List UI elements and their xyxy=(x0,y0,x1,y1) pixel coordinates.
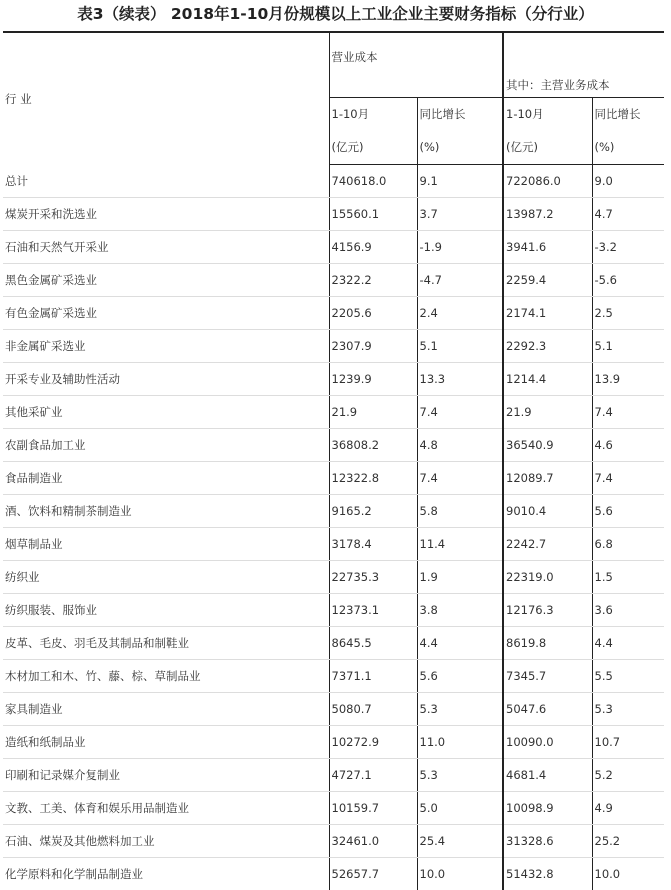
main-cost-growth-cell: 10.0 xyxy=(592,858,664,890)
table-row xyxy=(3,561,664,594)
main-cost-cell: 51432.8 xyxy=(503,858,592,890)
table-row xyxy=(3,792,664,825)
industry-name-cell: 非金属矿采选业 xyxy=(3,330,329,363)
operating-cost-growth-cell: 10.0 xyxy=(417,858,503,890)
operating-cost-cell: 36808.2 xyxy=(329,429,417,462)
main-cost-growth-cell: 4.6 xyxy=(592,429,664,462)
table-row xyxy=(3,330,664,363)
main-cost-cell: 10098.9 xyxy=(503,792,592,825)
operating-cost-cell: 7371.1 xyxy=(329,660,417,693)
main-growth-unit-header: (%) xyxy=(592,130,664,165)
table-row xyxy=(3,660,664,693)
operating-cost-cell: 15560.1 xyxy=(329,198,417,231)
table-row xyxy=(3,462,664,495)
main-cost-growth-cell: 1.5 xyxy=(592,561,664,594)
operating-cost-growth-cell: 7.4 xyxy=(417,396,503,429)
operating-cost-growth-cell: 3.8 xyxy=(417,594,503,627)
main-cost-cell: 7345.7 xyxy=(503,660,592,693)
main-cost-growth-cell: 3.6 xyxy=(592,594,664,627)
industry-name-cell: 开采专业及辅助性活动 xyxy=(3,363,329,396)
cost-growth-header: 同比增长 xyxy=(417,98,503,131)
operating-cost-cell: 2307.9 xyxy=(329,330,417,363)
industry-name-cell: 印刷和记录媒介复制业 xyxy=(3,759,329,792)
operating-cost-cell: 12373.1 xyxy=(329,594,417,627)
main-period-header: 1-10月 xyxy=(503,98,592,131)
table-title: 表3（续表） 2018年1-10月份规模以上工业企业主要财务指标（分行业） xyxy=(0,2,671,26)
main-cost-cell: 2242.7 xyxy=(503,528,592,561)
financial-table xyxy=(3,33,664,890)
industry-name-cell: 石油、煤炭及其他燃料加工业 xyxy=(3,825,329,858)
main-cost-cell: 1214.4 xyxy=(503,363,592,396)
table-row xyxy=(3,594,664,627)
industry-column-header: 行 业 xyxy=(3,33,329,165)
operating-cost-cell: 4156.9 xyxy=(329,231,417,264)
table-row xyxy=(3,528,664,561)
table-row xyxy=(3,495,664,528)
main-cost-cell: 4681.4 xyxy=(503,759,592,792)
table-row xyxy=(3,693,664,726)
operating-cost-growth-cell: 1.9 xyxy=(417,561,503,594)
industry-name-cell: 纺织业 xyxy=(3,561,329,594)
operating-cost-cell: 1239.9 xyxy=(329,363,417,396)
main-cost-cell: 3941.6 xyxy=(503,231,592,264)
operating-cost-growth-cell: -1.9 xyxy=(417,231,503,264)
operating-cost-cell: 4727.1 xyxy=(329,759,417,792)
table-row xyxy=(3,627,664,660)
operating-cost-growth-cell: 2.4 xyxy=(417,297,503,330)
table-row xyxy=(3,165,664,198)
main-cost-growth-cell: 5.3 xyxy=(592,693,664,726)
industry-name-cell: 木材加工和木、竹、藤、棕、草制品业 xyxy=(3,660,329,693)
operating-cost-growth-cell: 5.8 xyxy=(417,495,503,528)
main-cost-growth-cell: 4.7 xyxy=(592,198,664,231)
operating-cost-cell: 9165.2 xyxy=(329,495,417,528)
main-cost-growth-cell: 13.9 xyxy=(592,363,664,396)
industry-name-cell: 造纸和纸制品业 xyxy=(3,726,329,759)
main-cost-growth-cell: 6.8 xyxy=(592,528,664,561)
operating-cost-cell: 12322.8 xyxy=(329,462,417,495)
main-cost-growth-cell: 7.4 xyxy=(592,396,664,429)
main-cost-cell: 12089.7 xyxy=(503,462,592,495)
main-cost-cell: 31328.6 xyxy=(503,825,592,858)
main-cost-cell: 8619.8 xyxy=(503,627,592,660)
main-cost-growth-cell: 2.5 xyxy=(592,297,664,330)
main-growth-header: 同比增长 xyxy=(592,98,664,131)
table-row xyxy=(3,858,664,890)
main-cost-growth-cell: -3.2 xyxy=(592,231,664,264)
main-cost-growth-cell: 9.0 xyxy=(592,165,664,198)
operating-cost-cell: 2205.6 xyxy=(329,297,417,330)
table-row xyxy=(3,726,664,759)
main-unit-header: (亿元) xyxy=(503,130,592,165)
main-cost-cell: 2259.4 xyxy=(503,264,592,297)
main-cost-growth-cell: 5.5 xyxy=(592,660,664,693)
operating-cost-cell: 2322.2 xyxy=(329,264,417,297)
table-row xyxy=(3,231,664,264)
main-cost-growth-cell: 5.1 xyxy=(592,330,664,363)
main-cost-cell: 13987.2 xyxy=(503,198,592,231)
operating-cost-growth-cell: 13.3 xyxy=(417,363,503,396)
table-row xyxy=(3,264,664,297)
operating-cost-cell: 740618.0 xyxy=(329,165,417,198)
table-row xyxy=(3,198,664,231)
operating-cost-cell: 5080.7 xyxy=(329,693,417,726)
main-cost-growth-cell: 10.7 xyxy=(592,726,664,759)
operating-cost-growth-cell: 25.4 xyxy=(417,825,503,858)
industry-name-cell: 石油和天然气开采业 xyxy=(3,231,329,264)
cost-growth-unit-header: (%) xyxy=(417,130,503,165)
industry-name-cell: 家具制造业 xyxy=(3,693,329,726)
operating-cost-growth-cell: 11.4 xyxy=(417,528,503,561)
operating-cost-growth-cell: 11.0 xyxy=(417,726,503,759)
main-cost-growth-cell: 5.6 xyxy=(592,495,664,528)
main-business-cost-header: 其中：主营业务成本 xyxy=(503,33,664,98)
main-cost-cell: 10090.0 xyxy=(503,726,592,759)
operating-cost-cell: 52657.7 xyxy=(329,858,417,890)
table-row xyxy=(3,297,664,330)
operating-cost-growth-cell: 5.1 xyxy=(417,330,503,363)
operating-cost-cell: 10159.7 xyxy=(329,792,417,825)
table-row xyxy=(3,759,664,792)
main-cost-growth-cell: 4.9 xyxy=(592,792,664,825)
main-cost-growth-cell: 4.4 xyxy=(592,627,664,660)
operating-cost-cell: 8645.5 xyxy=(329,627,417,660)
industry-name-cell: 其他采矿业 xyxy=(3,396,329,429)
industry-name-cell: 农副食品加工业 xyxy=(3,429,329,462)
main-cost-cell: 9010.4 xyxy=(503,495,592,528)
industry-name-cell: 皮革、毛皮、羽毛及其制品和制鞋业 xyxy=(3,627,329,660)
industry-name-cell: 文教、工美、体育和娱乐用品制造业 xyxy=(3,792,329,825)
operating-cost-growth-cell: 9.1 xyxy=(417,165,503,198)
operating-cost-growth-cell: 4.4 xyxy=(417,627,503,660)
table-row xyxy=(3,825,664,858)
operating-cost-cell: 22735.3 xyxy=(329,561,417,594)
industry-name-cell: 化学原料和化学制品制造业 xyxy=(3,858,329,890)
industry-name-cell: 煤炭开采和洗选业 xyxy=(3,198,329,231)
operating-cost-header: 营业成本 xyxy=(329,33,503,98)
industry-name-cell: 黑色金属矿采选业 xyxy=(3,264,329,297)
cost-unit-header: (亿元) xyxy=(329,130,417,165)
table-row xyxy=(3,363,664,396)
operating-cost-growth-cell: 7.4 xyxy=(417,462,503,495)
main-cost-cell: 21.9 xyxy=(503,396,592,429)
main-cost-cell: 722086.0 xyxy=(503,165,592,198)
industry-name-cell: 食品制造业 xyxy=(3,462,329,495)
operating-cost-growth-cell: 5.6 xyxy=(417,660,503,693)
operating-cost-growth-cell: 5.3 xyxy=(417,693,503,726)
main-cost-cell: 36540.9 xyxy=(503,429,592,462)
main-cost-cell: 2292.3 xyxy=(503,330,592,363)
industry-name-cell: 酒、饮料和精制茶制造业 xyxy=(3,495,329,528)
operating-cost-cell: 10272.9 xyxy=(329,726,417,759)
operating-cost-growth-cell: 3.7 xyxy=(417,198,503,231)
operating-cost-cell: 21.9 xyxy=(329,396,417,429)
operating-cost-growth-cell: 4.8 xyxy=(417,429,503,462)
main-cost-growth-cell: 25.2 xyxy=(592,825,664,858)
main-cost-growth-cell: -5.6 xyxy=(592,264,664,297)
main-cost-cell: 12176.3 xyxy=(503,594,592,627)
industry-name-cell: 纺织服装、服饰业 xyxy=(3,594,329,627)
main-cost-cell: 5047.6 xyxy=(503,693,592,726)
industry-name-cell: 总计 xyxy=(3,165,329,198)
table-row xyxy=(3,396,664,429)
operating-cost-cell: 32461.0 xyxy=(329,825,417,858)
main-cost-growth-cell: 5.2 xyxy=(592,759,664,792)
table-row xyxy=(3,429,664,462)
industry-name-cell: 烟草制品业 xyxy=(3,528,329,561)
operating-cost-growth-cell: -4.7 xyxy=(417,264,503,297)
main-cost-cell: 22319.0 xyxy=(503,561,592,594)
industry-name-cell: 有色金属矿采选业 xyxy=(3,297,329,330)
operating-cost-cell: 3178.4 xyxy=(329,528,417,561)
operating-cost-growth-cell: 5.3 xyxy=(417,759,503,792)
main-cost-growth-cell: 7.4 xyxy=(592,462,664,495)
operating-cost-growth-cell: 5.0 xyxy=(417,792,503,825)
cost-period-header: 1-10月 xyxy=(329,98,417,131)
main-cost-cell: 2174.1 xyxy=(503,297,592,330)
